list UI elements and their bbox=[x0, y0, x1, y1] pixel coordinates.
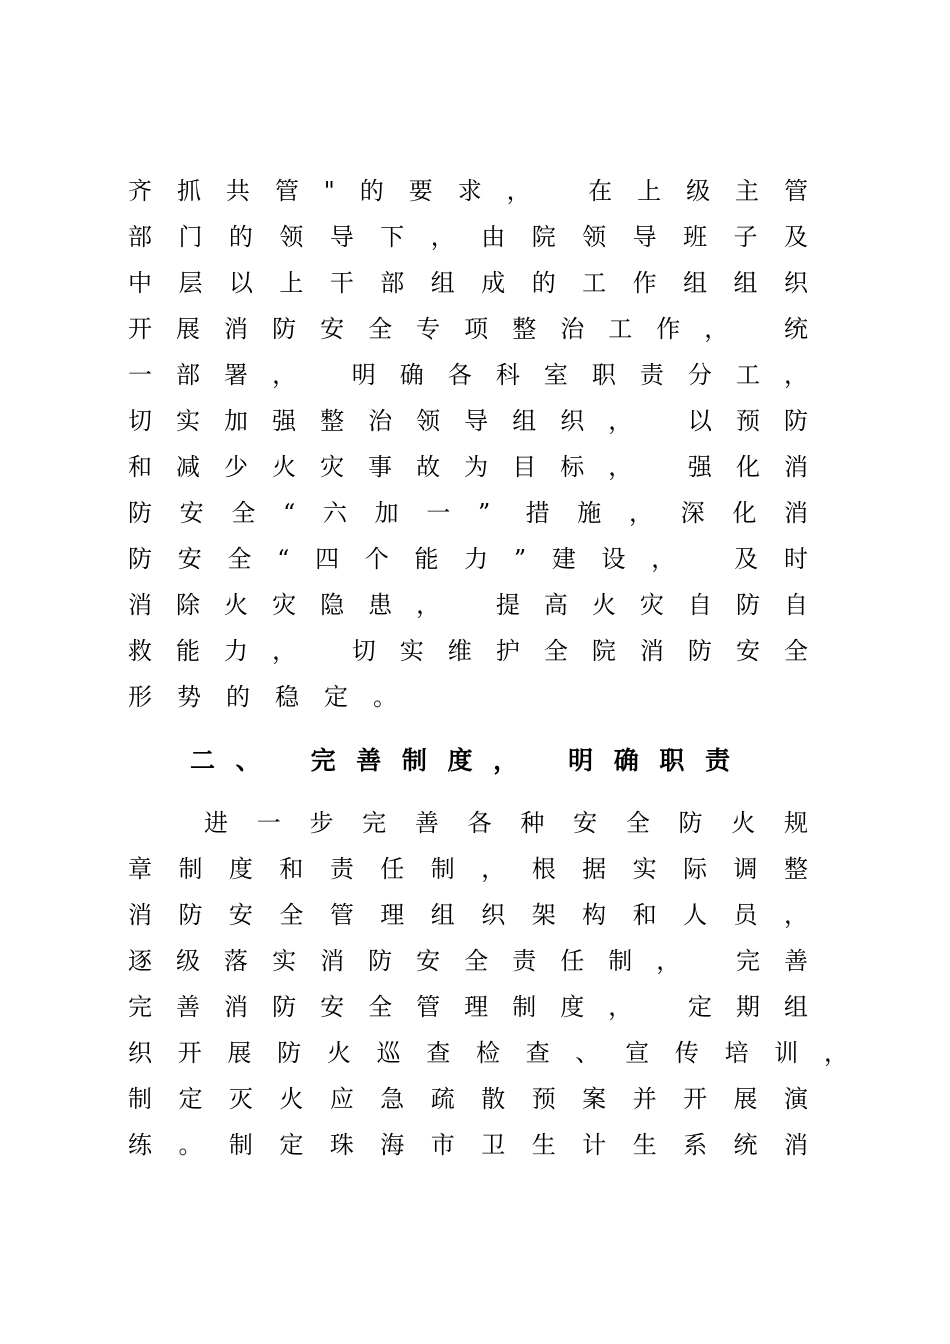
paragraph-1-line-6: 切实加强整治领导组织， 以预防 bbox=[128, 407, 808, 435]
paragraph-2-line-6: 织开展防火巡查检查、宣传培训， bbox=[128, 1039, 848, 1067]
paragraph-1-line-12: 形势的稳定。 bbox=[128, 683, 422, 711]
paragraph-2-line-8: 练。制定珠海市卫生计生系统消 bbox=[128, 1131, 808, 1159]
paragraph-1-line-11: 救能力， 切实维护全院消防安全 bbox=[128, 637, 808, 665]
section-heading: 二、 完善制度， 明确职责 bbox=[190, 746, 730, 775]
paragraph-1-line-10: 消除火灾隐患， 提高火灾自防自 bbox=[128, 591, 808, 619]
paragraph-1-line-3: 中层以上干部组成的工作组组织 bbox=[128, 269, 808, 297]
paragraph-1-line-5: 一部署， 明确各科室职责分工， bbox=[128, 361, 808, 389]
paragraph-1-line-2: 部门的领导下，由院领导班子及 bbox=[128, 223, 808, 251]
paragraph-2-line-1: 进一步完善各种安全防火规 bbox=[204, 809, 808, 837]
paragraph-2-line-5: 完善消防安全管理制度， 定期组 bbox=[128, 993, 808, 1021]
paragraph-1-line-4: 开展消防安全专项整治工作， 统 bbox=[128, 315, 808, 343]
paragraph-1-line-1: 齐抓共管"的要求， 在上级主管 bbox=[128, 177, 808, 205]
paragraph-2-line-4: 逐级落实消防安全责任制， 完善 bbox=[128, 947, 808, 975]
paragraph-1-line-8: 防安全“六加一” 措施，深化消 bbox=[128, 499, 808, 527]
paragraph-2-line-2: 章制度和责任制，根据实际调整 bbox=[128, 855, 808, 883]
paragraph-2-line-7: 制定灭火应急疏散预案并开展演 bbox=[128, 1085, 808, 1113]
paragraph-1-line-7: 和减少火灾事故为目标， 强化消 bbox=[128, 453, 808, 481]
paragraph-2-line-3: 消防安全管理组织架构和人员， bbox=[128, 901, 808, 929]
paragraph-1-line-9: 防安全“四个能力”建设， 及时 bbox=[128, 545, 808, 573]
